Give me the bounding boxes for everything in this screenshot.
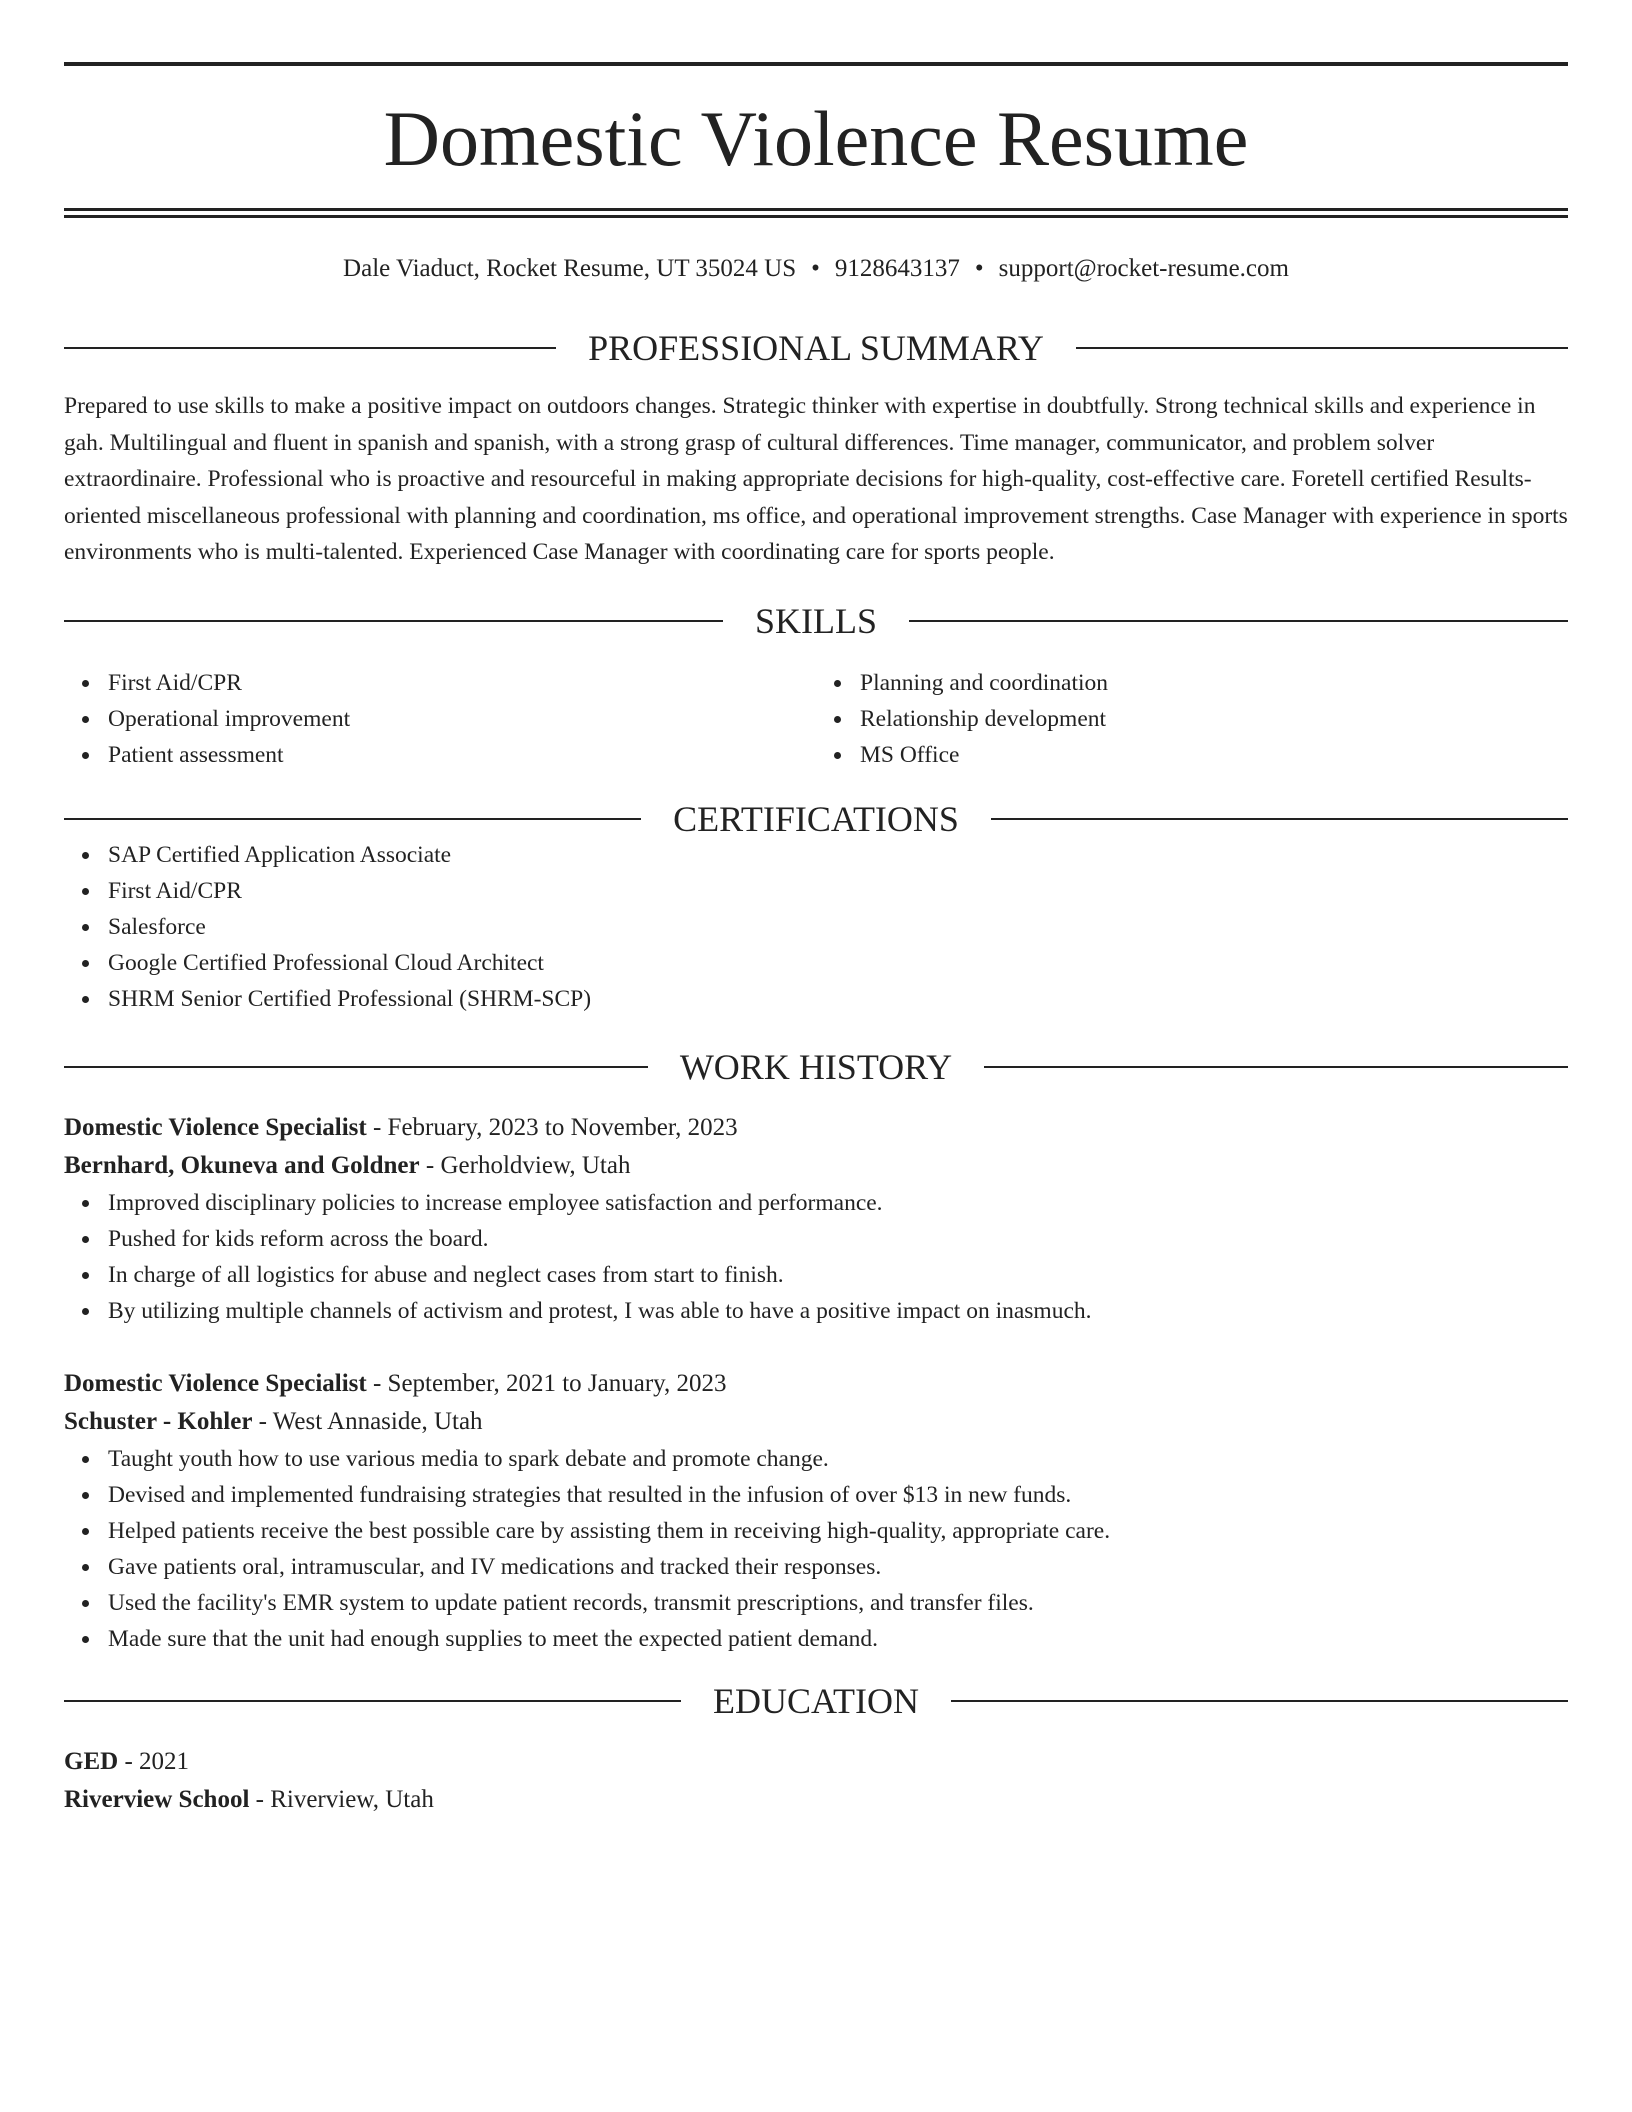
job-duty: In charge of all logistics for abuse and neglect cases from start to finish. [108, 1257, 1568, 1293]
job-entry [64, 1365, 1568, 1657]
contact-phone: 9128643137 [834, 255, 960, 282]
job-title-line [64, 1365, 1568, 1403]
job-duty: By utilizing multiple channels of activism and protest, I was able to have a positive impact on inasmuch. [108, 1293, 1568, 1329]
job-dates: - February, 2023 to November, 2023 [366, 1113, 738, 1141]
job-entry [64, 1109, 1568, 1329]
section-heading-education [64, 1680, 1568, 1721]
job-duty: Devised and implemented fundraising strategies that resulted in the infusion of over $13 in new funds. [108, 1477, 1568, 1513]
heading-label: SKILLS [755, 600, 878, 641]
job-duties-list [64, 1441, 1568, 1657]
skill-item: Patient assessment [108, 737, 816, 773]
heading-rule-left [64, 1066, 648, 1068]
heading-label: CERTIFICATIONS [673, 798, 959, 839]
heading-label: EDUCATION [713, 1680, 919, 1721]
job-location: - Gerholdview, Utah [419, 1151, 631, 1179]
contact-separator: • [811, 255, 820, 282]
section-heading-work-history [64, 1046, 1568, 1087]
education-degree: GED [64, 1747, 119, 1775]
certification-item: SHRM Senior Certified Professional (SHRM-SCP) [108, 981, 1568, 1017]
skill-item: First Aid/CPR [108, 665, 816, 701]
contact-email: support@rocket-resume.com [998, 255, 1289, 282]
job-duty: Helped patients receive the best possible care by assisting them in receiving high-quality, appropriate care. [108, 1513, 1568, 1549]
summary-text: Prepared to use skills to make a positive impact on outdoors changes. Strategic thinker with expertise in doubtfully. Strong technical skills and experience in gah. Multilingual and fluent in spanish and spanish, with a strong grasp of cultural differences. Time manager, communicator, and problem solver extraordinaire. Professional who is proactive and resourceful in making appropriate decisions for high-quality, cost-effective care. Foretell certified Results-oriented miscellaneous professional with planning and coordination, ms office, and operational improvement strengths. Case Manager with experience in sports environments who is multi-talented. Experienced Case Manager with coordinating care for sports people. [64, 393, 1568, 565]
job-title: Domestic Violence Specialist [64, 1369, 367, 1397]
job-title-line [64, 1109, 1568, 1147]
section-heading-summary [64, 330, 1568, 366]
job-company-line [64, 1147, 1568, 1185]
job-duty: Used the facility's EMR system to update patient records, transmit prescriptions, and transfer files. [108, 1585, 1568, 1621]
job-company-line [64, 1403, 1568, 1441]
heading-rule-left [64, 818, 641, 820]
title-double-rule [64, 208, 1568, 218]
education-degree-line [64, 1743, 1568, 1781]
heading-rule-right [909, 620, 1568, 622]
certification-item: Google Certified Professional Cloud Architect [108, 945, 1568, 981]
job-company: Schuster - Kohler [64, 1407, 253, 1435]
skill-item: Relationship development [860, 701, 1568, 737]
education-entry [64, 1743, 1568, 1819]
job-company: Bernhard, Okuneva and Goldner [64, 1151, 420, 1179]
heading-rule-right [951, 1700, 1568, 1702]
skills-column-right [816, 665, 1568, 773]
heading-label: PROFESSIONAL SUMMARY [588, 328, 1044, 368]
education-school: Riverview School [64, 1785, 250, 1813]
heading-rule-right [991, 818, 1568, 820]
heading-rule-left [64, 347, 556, 349]
job-duty: Improved disciplinary policies to increase employee satisfaction and performance. [108, 1185, 1568, 1221]
contact-separator: • [974, 255, 984, 282]
job-duty: Pushed for kids reform across the board. [108, 1221, 1568, 1257]
job-duty: Gave patients oral, intramuscular, and IV medications and tracked their responses. [108, 1549, 1568, 1585]
job-duties-list [64, 1185, 1568, 1329]
heading-rule-right [984, 1066, 1568, 1068]
certification-item: SAP Certified Application Associate [108, 837, 1568, 873]
certification-item: Salesforce [108, 909, 1568, 945]
job-duty: Taught youth how to use various media to spark debate and promote change. [108, 1441, 1568, 1477]
education-school-line [64, 1781, 1568, 1819]
skill-item: MS Office [860, 737, 1568, 773]
heading-rule-left [64, 1700, 681, 1702]
resume-title: Domestic Violence Resume [383, 95, 1249, 182]
job-location: - West Annaside, Utah [252, 1407, 483, 1435]
skills-list [64, 665, 1568, 773]
education-location: - Riverview, Utah [249, 1785, 434, 1813]
section-heading-skills [64, 600, 1568, 641]
contact-address: Dale Viaduct, Rocket Resume, UT 35024 US [343, 255, 797, 282]
skill-item: Planning and coordination [860, 665, 1568, 701]
certifications-list [64, 837, 1568, 1017]
skills-column-left [64, 665, 816, 773]
certification-item: First Aid/CPR [108, 873, 1568, 909]
education-year: - 2021 [118, 1747, 190, 1775]
skill-item: Operational improvement [108, 701, 816, 737]
heading-label: WORK HISTORY [679, 1046, 953, 1087]
section-heading-certifications [64, 798, 1568, 839]
job-duty: Made sure that the unit had enough supplies to meet the expected patient demand. [108, 1621, 1568, 1657]
heading-rule-left [64, 620, 723, 622]
job-dates: - September, 2021 to January, 2023 [366, 1369, 727, 1397]
contact-line [64, 254, 1568, 284]
job-title: Domestic Violence Specialist [64, 1113, 367, 1141]
heading-rule-right [1076, 347, 1568, 349]
top-rule [64, 62, 1568, 66]
